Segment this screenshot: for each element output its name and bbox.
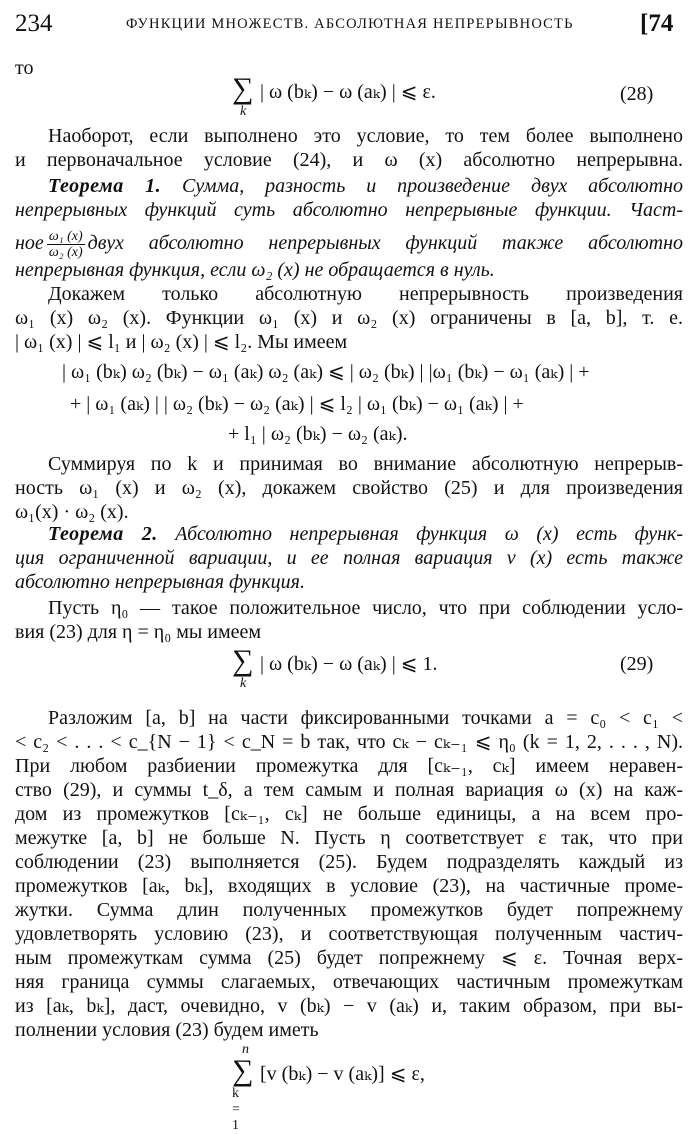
theorem-1-heading: Теорема 1. <box>48 175 162 197</box>
equation-body: | ω (bₖ) − ω (aₖ) | ⩽ ε. <box>260 81 436 103</box>
text-line: то <box>15 57 34 79</box>
theorem-text: Абсолютно непрерывная функция ω (x) есть функ- <box>175 523 684 545</box>
equation-line: + | ω₁ (aₖ) | | ω₂ (bₖ) − ω₂ (aₖ) | ⩽ l₂ | ω₁ (bₖ) − ω₁ (aₖ) | + <box>70 393 524 415</box>
text-line: Суммируя по k и принимая во внимание абсолютную непрерыв- <box>48 453 683 475</box>
text-line: ность ω₁ (x) и ω₂ (x), докажем свойство (25) и для произведения <box>15 477 683 499</box>
sum-symbol: ∑ <box>232 644 254 677</box>
theorem-2-line <box>48 522 683 546</box>
text-line: Наоборот, если выполнено это условие, то тем более выполнено <box>48 125 683 147</box>
equation-number: (29) <box>620 653 654 675</box>
running-header <box>0 0 698 40</box>
sum-index: k <box>240 104 247 119</box>
text-line: вия (23) для η = η₀ мы имеем <box>15 621 262 643</box>
text-line: из [aₖ, bₖ], даст, очевидно, v (bₖ) − v (aₖ) и, таким образом, при вы- <box>15 995 683 1017</box>
text-line: | ω₁ (x) | ⩽ l₁ и | ω₂ (x) | ⩽ l₂. Мы имеем <box>15 331 348 353</box>
theorem-text: непрерывная функция, если ω₂ (x) не обращается в нуль. <box>15 259 495 281</box>
theorem-2-line <box>15 570 305 594</box>
running-title: ФУНКЦИИ МНОЖЕСТВ. АБСОЛЮТНАЯ НЕПРЕРЫВНОСТЬ <box>126 16 574 32</box>
theorem-2-heading: Теорема 2. <box>48 523 158 545</box>
text-line: Разложим [a, b] на части фиксированными точками a = c₀ < c₁ < <box>48 707 683 729</box>
text-line: Пусть η₀ — такое положительное число, что при соблюдении усло- <box>48 597 683 619</box>
text-line: полнении условия (23) будем иметь <box>15 1019 319 1041</box>
sum-upper-limit: n <box>242 1042 249 1057</box>
equation-body: | ω (bₖ) − ω (aₖ) | ⩽ 1. <box>260 653 438 675</box>
page-number: 234 <box>15 10 53 37</box>
theorem-text: ное <box>15 232 44 254</box>
text-line: ω₁ (x) ω₂ (x). Функции ω₁ (x) и ω₂ (x) ограничены в [a, b], т. е. <box>15 307 683 329</box>
text-line: Докажем только абсолютную непрерывность произведения <box>48 283 683 305</box>
fraction-numerator: ω₁ (x) <box>48 228 83 244</box>
text-line: межутке [a, b] не больше N. Пусть η соответствует ε так, что при <box>15 827 683 849</box>
text-line: < c₂ < . . . < c_{N − 1} < c_N = b так, что cₖ − cₖ₋₁ ⩽ η₀ (k = 1, 2, . . . , N). <box>15 731 683 753</box>
text-line: жутки. Сумма длин полученных промежутков будет попрежнему <box>15 899 683 921</box>
text-line: ω₁(x) · ω₂ (x). <box>15 501 129 523</box>
theorem-1-line <box>15 226 683 260</box>
text-line: ство (29), и суммы t_δ, а тем самым и полная вариация ω (x) на каж- <box>15 779 683 801</box>
theorem-1-line <box>15 258 495 282</box>
theorem-2-line <box>15 546 683 570</box>
text-line: При любом разбиении промежутка для [cₖ₋₁, cₖ] имеем неравен- <box>15 755 683 777</box>
text-line: дом из промежутков [cₖ₋₁, cₖ] не больше единицы, а на всем про- <box>15 803 683 825</box>
theorem-text: непрерывных функций суть абсолютно непрерывные функции. Част- <box>15 199 683 221</box>
theorem-text: ция ограниченной вариации, и ее полная вариация v (x) есть также <box>15 547 683 569</box>
sum-index: k = 1 <box>232 1086 240 1133</box>
theorem-text: Сумма, разность и произведение двух абсолютно <box>182 175 684 197</box>
theorem-1-line <box>15 198 683 222</box>
text-line: няя граница суммы слагаемых, отвечающих частичным промежуткам <box>15 971 683 993</box>
section-number: [74 <box>640 10 674 37</box>
text-line: соблюдении (23) выполняется (25). Будем подразделять каждый из <box>15 851 683 873</box>
sum-symbol: ∑ <box>232 1054 254 1087</box>
sum-symbol: ∑ <box>232 72 254 105</box>
theorem-text: абсолютно непрерывная функция. <box>15 571 305 593</box>
text-line: удовлетворять условию (23), и соответствующая полученным частич- <box>15 923 683 945</box>
text-line: ным промежуткам сумма (25) будет попрежнему ⩽ ε. Точная верх- <box>15 947 683 969</box>
equation-number: (28) <box>620 83 654 105</box>
text-line: и первоначальное условие (24), и ω (x) абсолютно непрерывна. <box>15 149 683 171</box>
fraction <box>47 229 85 260</box>
equation-line: + l₁ | ω₂ (bₖ) − ω₂ (aₖ). <box>228 423 408 445</box>
equation-line: | ω₁ (bₖ) ω₂ (bₖ) − ω₁ (aₖ) ω₂ (aₖ) ⩽ | ω₂ (bₖ) | |ω₁ (bₖ) − ω₁ (aₖ) | + <box>62 361 590 383</box>
theorem-text: двух абсолютно непрерывных функций также абсолютно <box>87 232 683 254</box>
text-line: промежутков [aₖ, bₖ], входящих в условие (23), на частичные проме- <box>15 875 683 897</box>
theorem-1-line <box>48 174 683 198</box>
fraction-denominator: ω₂ (x) <box>48 244 83 260</box>
equation-body: [v (bₖ) − v (aₖ)] ⩽ ε, <box>260 1063 425 1085</box>
sum-index: k <box>240 676 247 691</box>
